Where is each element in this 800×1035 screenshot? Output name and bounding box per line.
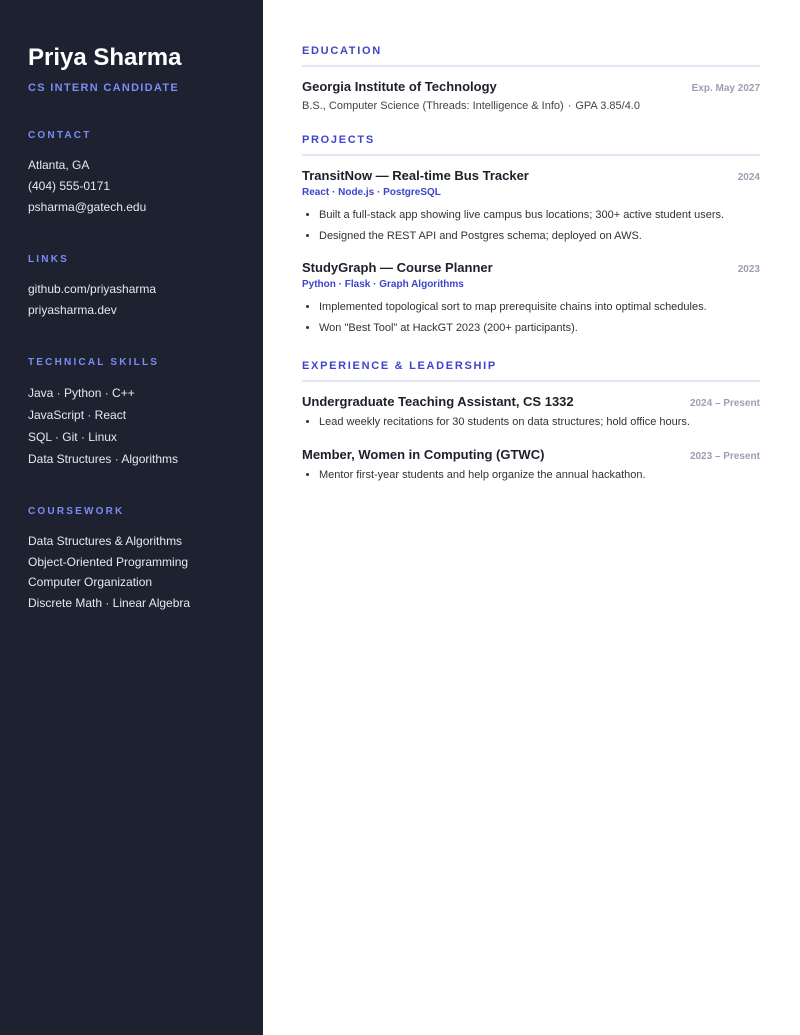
experience-title: Member, Women in Computing (GTWC) (302, 446, 545, 462)
candidate-role: CS INTERN CANDIDATE (28, 82, 179, 94)
education-entry (302, 79, 760, 112)
contact-list (28, 155, 243, 218)
course-item: Computer Organization (28, 575, 153, 590)
skill-line: Java · Python · C++ (28, 386, 135, 400)
education-section (302, 45, 760, 112)
bullet-item: • Lead weekly recitations for 30 students on data structures; hold office hours. (319, 412, 760, 433)
experience-heading: EXPERIENCE & LEADERSHIP (302, 360, 760, 382)
experience-entry (302, 447, 760, 486)
skill-line: Data Structures · Algorithms (28, 452, 179, 466)
contact-heading: CONTACT (28, 130, 92, 141)
skills-heading: TECHNICAL SKILLS (28, 357, 160, 368)
bullet-item: • Mentor first-year students and help organize the annual hackathon. (319, 465, 760, 486)
coursework-heading: COURSEWORK (28, 506, 125, 517)
experience-bullets (302, 465, 760, 486)
project-date: 2023 (737, 264, 760, 275)
degree-line (302, 100, 760, 112)
bullet-item: • Designed the REST API and Postgres schema; deployed on AWS. (319, 226, 760, 247)
project-bullets (302, 297, 760, 338)
project-title: StudyGraph — Course Planner (302, 260, 493, 275)
school-name: Georgia Institute of Technology (302, 79, 497, 94)
separator: · (567, 100, 572, 112)
contact-email[interactable]: psharma@gatech.edu (28, 200, 147, 214)
bullet-item: • Implemented topological sort to map prerequisite chains into optimal schedules. (319, 297, 760, 318)
project-tech-stack: React · Node.js · PostgreSQL (302, 187, 441, 198)
contact-location: Atlanta, GA (28, 158, 90, 172)
skills-list (28, 382, 243, 470)
candidate-name: Priya Sharma (28, 44, 182, 71)
course-item: Object-Oriented Programming (28, 554, 189, 569)
skill-line: SQL · Git · Linux (28, 430, 117, 444)
project-date: 2024 (737, 172, 760, 183)
coursework-list (28, 531, 243, 614)
experience-section (302, 360, 760, 485)
links-heading: LINKS (28, 254, 69, 265)
skill-line: JavaScript · React (28, 408, 127, 422)
experience-date: 2024 – Present (689, 398, 760, 409)
bullet-item: • Won "Best Tool" at HackGT 2023 (200+ participants). (319, 318, 760, 339)
sidebar (0, 0, 263, 1035)
contact-phone: (404) 555-0171 (28, 179, 111, 193)
education-heading: EDUCATION (302, 45, 760, 67)
projects-section (302, 134, 760, 338)
link-website[interactable]: priyasharma.dev (28, 303, 117, 317)
experience-bullets (302, 412, 760, 433)
project-title: TransitNow — Real-time Bus Tracker (302, 168, 529, 183)
link-github[interactable]: github.com/priyasharma (28, 282, 157, 296)
degree: B.S., Computer Science (Threads: Intelligence & Info) (302, 100, 564, 112)
links-list (28, 279, 243, 321)
experience-title: Undergraduate Teaching Assistant, CS 1332 (302, 394, 574, 409)
course-item: Data Structures & Algorithms (28, 534, 183, 548)
main-content (263, 0, 800, 1035)
projects-heading: PROJECTS (302, 134, 760, 156)
gpa: GPA 3.85/4.0 (575, 100, 640, 112)
project-tech-stack: Python · Flask · Graph Algorithms (302, 279, 464, 290)
course-item: Discrete Math · Linear Algebra (28, 596, 191, 611)
experience-date: 2023 – Present (689, 450, 760, 462)
graduation-date: Exp. May 2027 (691, 83, 760, 94)
project-entry (302, 260, 760, 338)
experience-entry (302, 394, 760, 433)
project-bullets (302, 205, 760, 246)
project-entry (302, 168, 760, 246)
bullet-item: • Built a full-stack app showing live campus bus locations; 300+ active student users. (319, 205, 760, 226)
